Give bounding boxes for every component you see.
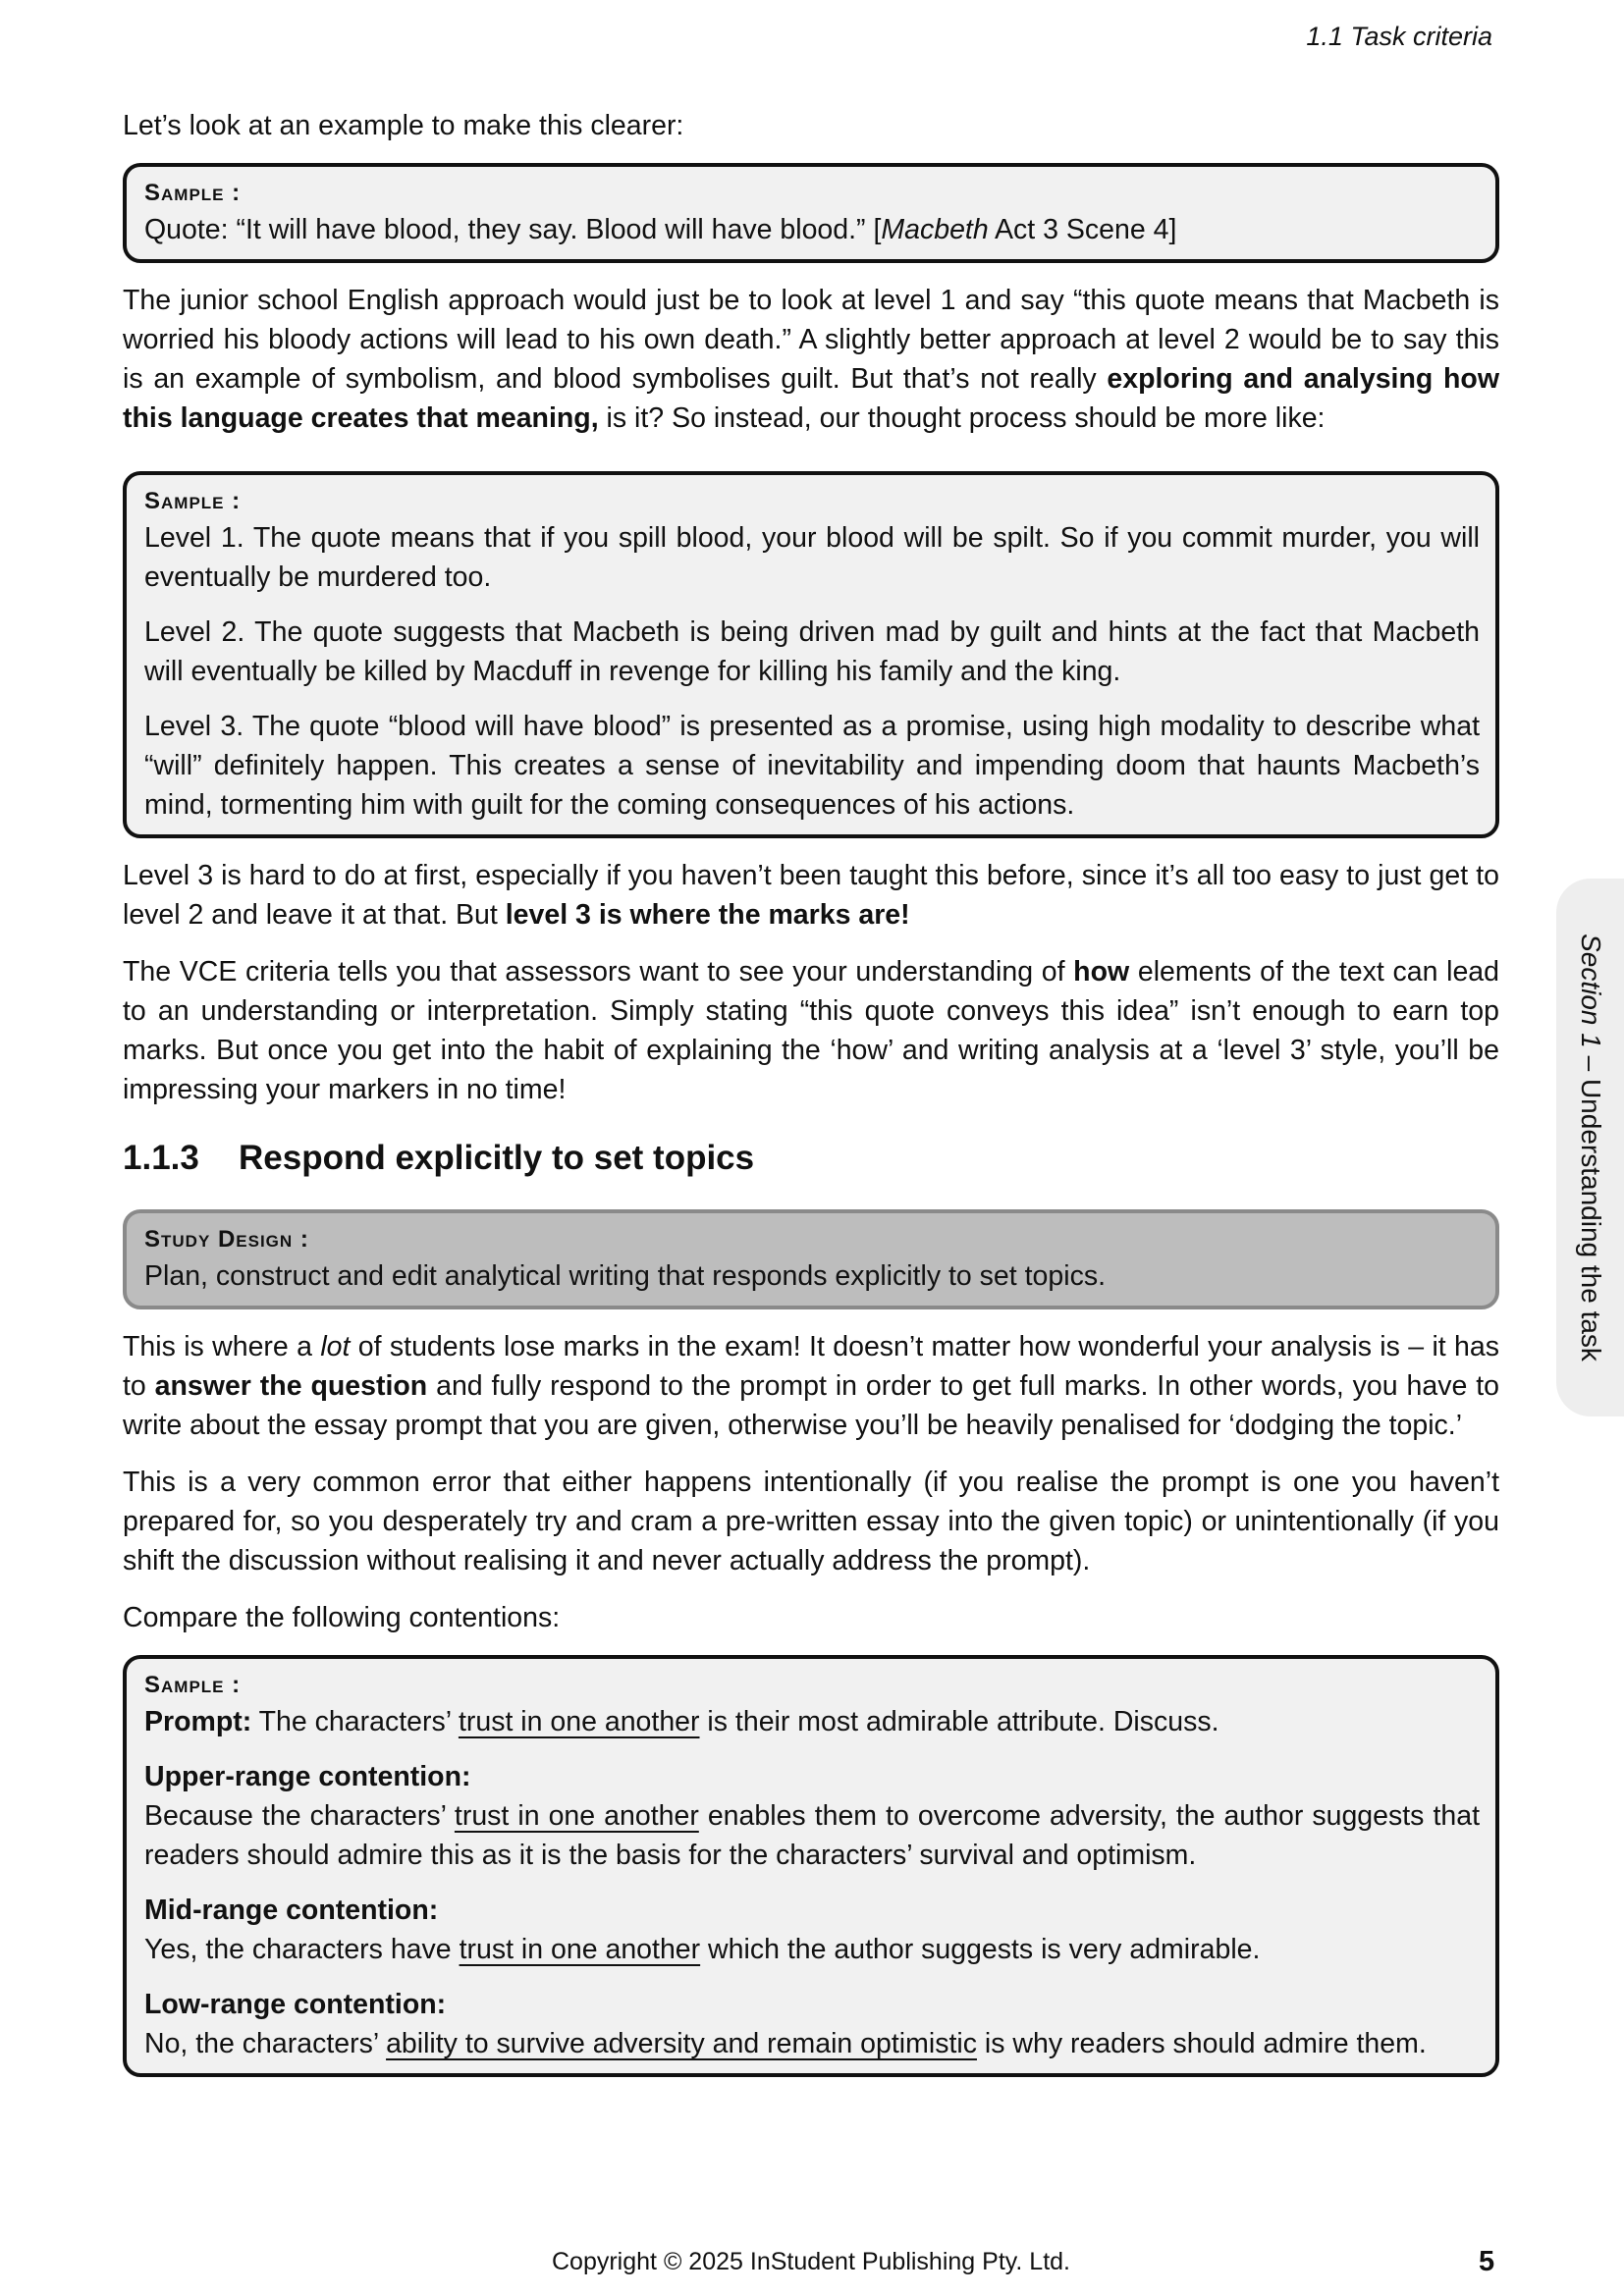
paragraph-compare: Compare the following contentions: bbox=[123, 1602, 561, 1633]
sample-box-quote bbox=[123, 163, 1499, 263]
paragraph-lose-marks: This is where a lot of students lose marks in the exam! It doesn’t matter how wonderful your analysis is – it has to answer the question and fully respond to the prompt in order to get full marks. In other words, you have to write about the essay prompt that you are given, otherwise you’ll be heavily penalised for ‘dodging the topic.’ bbox=[123, 1331, 1499, 1441]
section-heading bbox=[123, 1137, 1499, 1180]
study-design-box bbox=[123, 1209, 1499, 1309]
heading-number: 1.1.3 bbox=[123, 1139, 199, 1177]
level-3-text: Level 3. The quote “blood will have blood” is presented as a promise, using high modality to describe what “will” definitely happen. This creates a sense of inevitability and impending doom that haunts Macbeth’s mind, tormenting him with guilt for the coming consequences of his actions. bbox=[144, 711, 1480, 821]
study-design-label: Study Design : bbox=[144, 1226, 309, 1253]
sample-label: Sample : bbox=[144, 488, 242, 514]
level-2-text: Level 2. The quote suggests that Macbeth is being driven mad by guilt and hints at the fact that Macbeth will eventually be killed by Macduff in revenge for killing his family and the king. bbox=[144, 616, 1480, 687]
low-range-contention: Low-range contention: No, the characters’ ability to survive adversity and remain optimistic is why readers should admire them. bbox=[144, 1989, 1427, 2059]
level-1-text: Level 1. The quote means that if you spill blood, your blood will be spilt. So if you commit murder, you will eventually be murdered too. bbox=[144, 522, 1480, 593]
upper-range-contention: Upper-range contention: Because the characters’ trust in one another enables them to overcome adversity, the author suggests that readers should admire this as it is the basis for the characters’ survival and optimism. bbox=[144, 1761, 1480, 1871]
paragraph-level3: Level 3 is hard to do at first, especially if you haven’t been taught this before, since it’s all too easy to just get to level 2 and leave it at that. But level 3 is where the marks are! bbox=[123, 860, 1499, 931]
paragraph-vce-criteria: The VCE criteria tells you that assessors want to see your understanding of how elements of the text can lead to an understanding or interpretation. Simply stating “this quote conveys this idea” isn’t enough to earn top marks. But once you get into the habit of explaining the ‘how’ and writing analysis at a ‘level 3’ style, you’ll be impressing your markers in no time! bbox=[123, 956, 1499, 1105]
page-number: 5 bbox=[1479, 2246, 1495, 2277]
section-tab-label: Section 1 – Understanding the task bbox=[1576, 934, 1606, 1362]
intro-text: Let’s look at an example to make this clearer: bbox=[123, 110, 684, 141]
section-side-tab bbox=[1556, 879, 1624, 1416]
paragraph-approach: The junior school English approach would just be to look at level 1 and say “this quote means that Macbeth is worried his bloody actions will lead to his own death.” A slightly better approach at level 2 would be to say this is an example of symbolism, and blood symbolises guilt. But that’s not really exploring and analysing how this language creates that meaning, is it? So instead, our thought process should be more like: bbox=[123, 285, 1499, 434]
copyright-text: Copyright © 2025 InStudent Publishing Pty. Ltd. bbox=[552, 2248, 1071, 2275]
running-head: 1.1 Task criteria bbox=[1306, 22, 1492, 51]
paragraph-common-error: This is a very common error that either happens intentionally (if you realise the prompt is one you haven’t prepared for, so you desperately try and cram a pre-written essay into the given topic) or unintentionally (if you shift the discussion without realising it and never actually address the prompt). bbox=[123, 1467, 1499, 1576]
sample-box-levels bbox=[123, 471, 1499, 838]
prompt-text: Prompt: The characters’ trust in one another is their most admirable attribute. Discuss. bbox=[144, 1706, 1219, 1737]
sample-quote: Quote: “It will have blood, they say. Blood will have blood.” [Macbeth Act 3 Scene 4] bbox=[144, 214, 1177, 245]
page-content bbox=[123, 106, 1499, 2095]
sample-label: Sample : bbox=[144, 1672, 242, 1698]
sample-box-contentions bbox=[123, 1655, 1499, 2077]
sample-label: Sample : bbox=[144, 180, 242, 206]
mid-range-contention: Mid-range contention: Yes, the characters have trust in one another which the author suggests is very admirable. bbox=[144, 1895, 1261, 1965]
study-design-text: Plan, construct and edit analytical writing that responds explicitly to set topics. bbox=[144, 1260, 1106, 1292]
heading-title: Respond explicitly to set topics bbox=[239, 1139, 755, 1177]
